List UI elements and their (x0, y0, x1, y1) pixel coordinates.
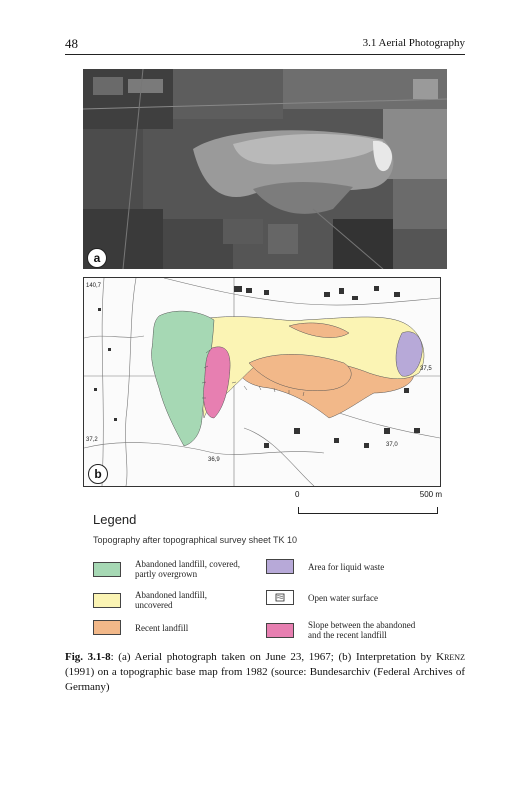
panel-a-badge: a (87, 248, 107, 268)
legend-swatch (93, 620, 121, 635)
legend (93, 512, 453, 545)
legend-swatch (93, 562, 121, 577)
figure-label: Fig. 3.1-8 (65, 651, 111, 663)
scale-start-label: 0 (295, 490, 300, 499)
legend-item-slope (266, 620, 415, 640)
legend-swatch (93, 593, 121, 608)
legend-label: Slope between the abandoned and the recent landfill (308, 620, 416, 640)
legend-item-uncovered-landfill (93, 590, 207, 610)
map-elevation-label: 37,5 (420, 366, 432, 372)
legend-item-open-water (266, 590, 378, 605)
legend-swatch (266, 623, 294, 638)
legend-item-covered-landfill (93, 559, 240, 579)
legend-item-liquid-waste (266, 559, 384, 574)
caption-text: (1991) on a topographic base map from 1982 (source: Bundesarchiv (Federal Archives of Germany) (65, 666, 465, 693)
legend-item-recent-landfill (93, 620, 188, 635)
legend-label: Abandoned landfill, covered, partly overgrown (135, 559, 240, 579)
map-elevation-label: 140,7 (86, 283, 102, 289)
interpretation-map (83, 277, 441, 487)
panel-b-badge: b (88, 464, 108, 484)
page-header (65, 36, 465, 55)
legend-label: Open water surface (308, 592, 378, 603)
map-elevation-label: 37,2 (86, 437, 98, 443)
legend-subtitle: Topography after topographical survey sheet TK 10 (93, 535, 297, 545)
legend-label: Recent landfill (135, 622, 189, 633)
map-elevation-label: 37,0 (386, 442, 398, 448)
legend-swatch (266, 559, 294, 574)
legend-label: Abandoned landfill, uncovered (135, 590, 207, 610)
scale-end-label: 500 m (419, 490, 442, 499)
topographic-base-map (84, 278, 440, 486)
map-elevation-label: 36,9 (208, 457, 220, 463)
section-title: 3.1 Aerial Photography (362, 37, 465, 49)
page-number: 48 (65, 36, 78, 51)
aerial-photograph (83, 69, 447, 269)
legend-title: Legend (93, 512, 137, 527)
aerial-photo-image (83, 69, 447, 269)
caption-text: : (a) Aerial photograph taken on June 23, 1967; (b) Interpretation by (110, 651, 437, 663)
figure-caption (65, 650, 465, 695)
legend-label: Area for liquid waste (308, 561, 385, 572)
caption-author: Krenz (436, 651, 465, 663)
open-water-icon (266, 590, 294, 605)
